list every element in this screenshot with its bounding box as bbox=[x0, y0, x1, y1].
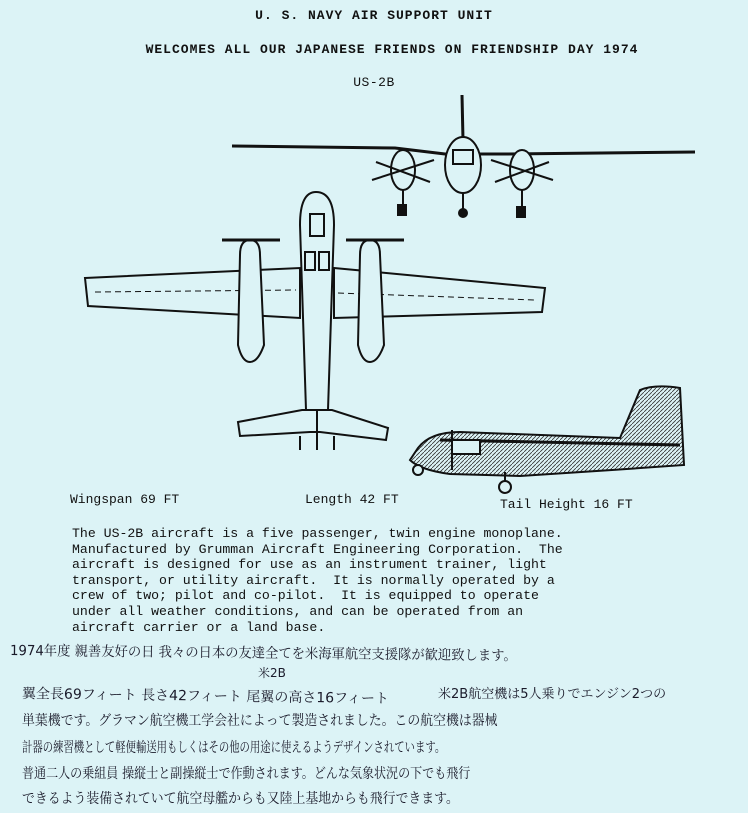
handwritten-line-2b: 米2B航空機は5人乗りでエンジン2つの bbox=[438, 687, 667, 702]
handwritten-line-5: 普通二人の乗組員 操縦士と副操縦士で作動されます。どんな気象状況の下でも飛行 bbox=[22, 766, 471, 782]
aircraft-model: US-2B bbox=[353, 75, 395, 90]
handwritten-line-2a: 翼全長69フィート 長さ42フィート 尾翼の高さ16フィート bbox=[21, 686, 390, 708]
handwritten-insert: 米2B bbox=[258, 666, 286, 680]
handwritten-line-6: できるよう装備されていて航空母艦からも又陸上基地からも飛行できます。 bbox=[22, 791, 459, 807]
header-welcome-line: WELCOMES ALL OUR JAPANESE FRIENDS ON FRIENDSHIP DAY 1974 bbox=[145, 42, 639, 57]
aircraft-description: The US-2B aircraft is a five passenger, twin engine monoplane. Manufactured by Grumman Aircraft Engineering Corporation. The aircraft is designed for use as an instrument trainer, light transport, or utility aircraft. It is normally operated by a crew of two; pilot and co-pilot. It is equipped to operate under all weather conditions, and can be operated from an aircraft carrier or a land base. bbox=[72, 526, 563, 635]
wingspan-label: Wingspan 69 FT bbox=[70, 492, 180, 507]
length-label: Length 42 FT bbox=[305, 492, 399, 507]
handwritten-line-3: 単葉機です。グラマン航空機工学会社によって製造されました。この航空機は器械 bbox=[22, 713, 498, 729]
header-unit-title: U. S. NAVY AIR SUPPORT UNIT bbox=[255, 8, 493, 23]
handwritten-line-1: 1974年度 親善友好の日 我々の日本の友達全てを米海軍航空支援隊が歓迎致します。 bbox=[9, 643, 517, 665]
handwritten-line-4: 計器の練習機として軽便輸送用もしくはその他の用途に使えるようデザインされています。 bbox=[22, 740, 446, 756]
tail-height-label: Tail Height 16 FT bbox=[500, 497, 633, 512]
